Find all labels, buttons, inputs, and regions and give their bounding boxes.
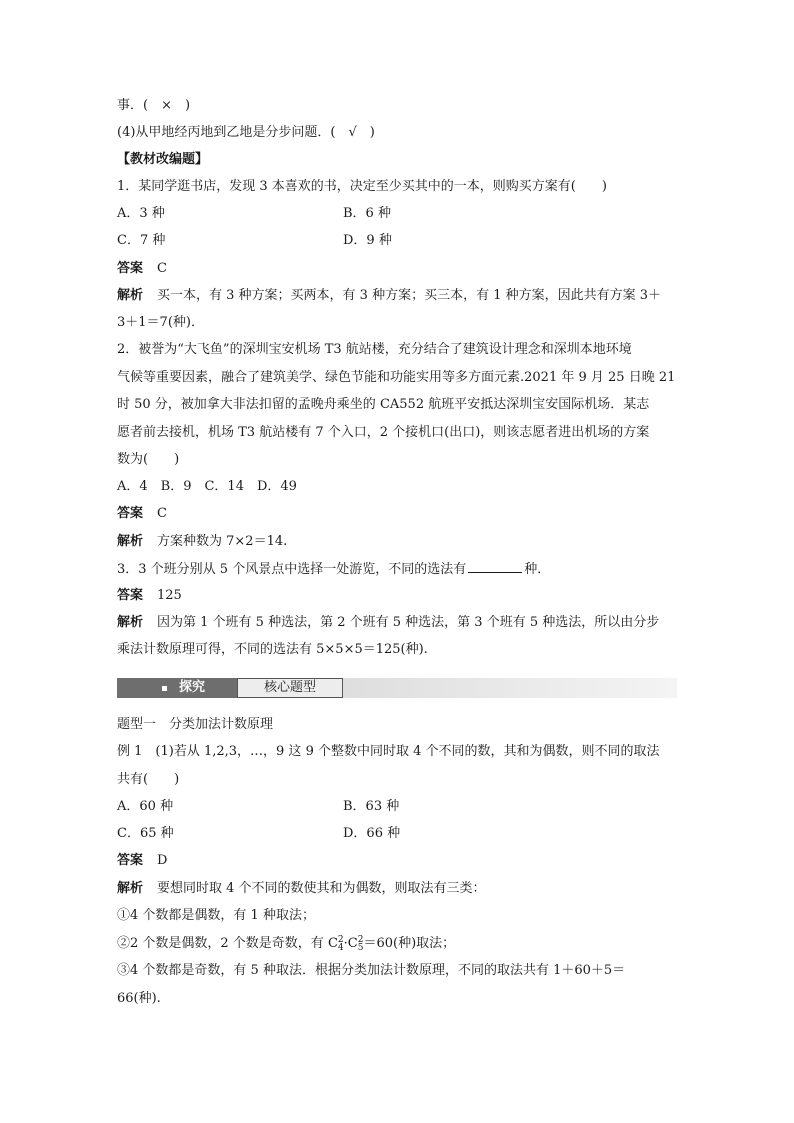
question-3-text: 3．3 个班分别从 5 个风景点中选择一处游览，不同的选法有	[117, 562, 467, 577]
answer-value: D	[157, 853, 168, 868]
example-1-option-d: D．66 种	[343, 826, 401, 841]
question-2-stem-line-2: 气候等重要因素，融合了建筑美学、绿色节能和功能实用等多方面元素.2021 年 9 月 25 日晚 21	[117, 370, 676, 385]
question-2-explanation	[117, 533, 287, 551]
example-1-option-a: A．60 种	[117, 799, 174, 814]
question-2-options: A．4 B．9 C．14 D．49	[117, 479, 297, 494]
question-1-explanation	[117, 287, 661, 305]
question-3-text-end: 种．	[524, 562, 551, 577]
case-2	[117, 935, 455, 953]
banner-explore-label: 探究	[179, 680, 206, 695]
case-2-mid: ·C	[343, 936, 358, 951]
question-1-option-a: A．3 种	[117, 206, 165, 221]
example-1-option-b: B．63 种	[343, 799, 400, 814]
explanation-label: 解析	[117, 615, 144, 630]
question-1-option-c: C．7 种	[117, 233, 166, 248]
case-3-line-1: ③4 个数都是奇数，有 5 种取法．根据分类加法计数原理，不同的取法共有 1＋60＋5＝	[117, 963, 626, 978]
example-1-stem-line-2: 共有( )	[117, 772, 180, 787]
explanation-text: 要想同时取 4 个不同的数使其和为偶数，则取法有三类：	[157, 881, 486, 896]
fill-in-blank	[468, 560, 522, 573]
answer-value: C	[157, 261, 167, 276]
topic-type-title: 题型一 分类加法计数原理	[117, 717, 274, 732]
combination-1-sup: 2	[337, 934, 344, 945]
question-2-stem-line-3: 时 50 分，被加拿大非法扣留的孟晚舟乘坐的 CA552 航班平安抵达深圳宝安国际机场．某志	[117, 397, 650, 412]
explanation-label: 解析	[117, 534, 144, 549]
explanation-label: 解析	[117, 881, 144, 896]
question-2-answer	[117, 505, 167, 523]
question-3-explanation-cont: 乘法计数原理可得，不同的选法有 5×5×5＝125(种).	[117, 642, 428, 657]
explanation-text: 方案种数为 7×2＝14.	[157, 534, 288, 549]
example-1-explanation	[117, 880, 486, 898]
question-1-explanation-cont: 3＋1＝7(种)．	[117, 315, 204, 330]
question-3-explanation	[117, 614, 659, 632]
answer-value: 125	[157, 588, 182, 603]
example-1-stem-line-1: 例 1 (1)若从 1,2,3，…，9 这 9 个整数中同时取 4 个不同的数，其和为偶数，则不同的取法	[117, 744, 660, 759]
question-2-stem-line-4: 愿者前去接机，机场 T3 航站楼有 7 个入口，2 个接机口(出口)，则该志愿者进出机场的方案	[117, 425, 650, 440]
explanation-text: 买一本，有 3 种方案；买两本，有 3 种方案；买三本，有 1 种方案，因此共有方案 3＋	[157, 288, 662, 303]
combination-1-sub: 4	[337, 942, 344, 953]
question-1-option-b: B．6 种	[343, 206, 391, 221]
case-1: ①4 个数都是偶数，有 1 种取法；	[117, 908, 315, 923]
question-2-stem-line-1: 2．被誉为“大飞鱼”的深圳宝安机场 T3 航站楼，充分结合了建筑设计理念和深圳本地环境	[117, 342, 632, 357]
combination-2-sub: 5	[357, 942, 364, 953]
square-bullet-icon	[162, 686, 167, 691]
explanation-label: 解析	[117, 288, 144, 303]
section-banner	[117, 678, 677, 698]
question-3-answer	[117, 587, 182, 605]
answer-label: 答案	[117, 261, 144, 276]
answer-label: 答案	[117, 588, 144, 603]
question-3-stem	[117, 560, 550, 579]
judgment-item-4: (4)从甲地经丙地到乙地是分步问题．( √ )	[117, 125, 375, 140]
combination-2-sup: 2	[357, 934, 364, 945]
answer-value: C	[157, 506, 167, 521]
answer-label: 答案	[117, 853, 144, 868]
judgment-item-3-end: 事．( × )	[117, 98, 191, 113]
example-1-answer	[117, 852, 167, 870]
case-2-result: ＝60(种)取法；	[363, 936, 456, 951]
question-1-answer	[117, 260, 167, 278]
example-1-option-c: C．65 种	[117, 826, 174, 841]
banner-core-topics: 核心题型	[237, 678, 343, 698]
case-3-line-2: 66(种).	[117, 991, 161, 1006]
answer-label: 答案	[117, 506, 144, 521]
case-2-text: ②2 个数是偶数，2 个数是奇数，有 C	[117, 936, 338, 951]
question-1-stem: 1．某同学逛书店，发现 3 本喜欢的书，决定至少买其中的一本，则购买方案有( )	[117, 179, 607, 194]
explanation-text: 因为第 1 个班有 5 种选法，第 2 个班有 5 种选法，第 3 个班有 5 种选法，所以由分步	[157, 615, 660, 630]
banner-explore	[117, 678, 237, 698]
question-1-option-d: D．9 种	[343, 233, 392, 248]
textbook-adapted-heading: 【教材改编题】	[117, 152, 209, 167]
question-2-stem-line-5: 数为( )	[117, 452, 180, 467]
